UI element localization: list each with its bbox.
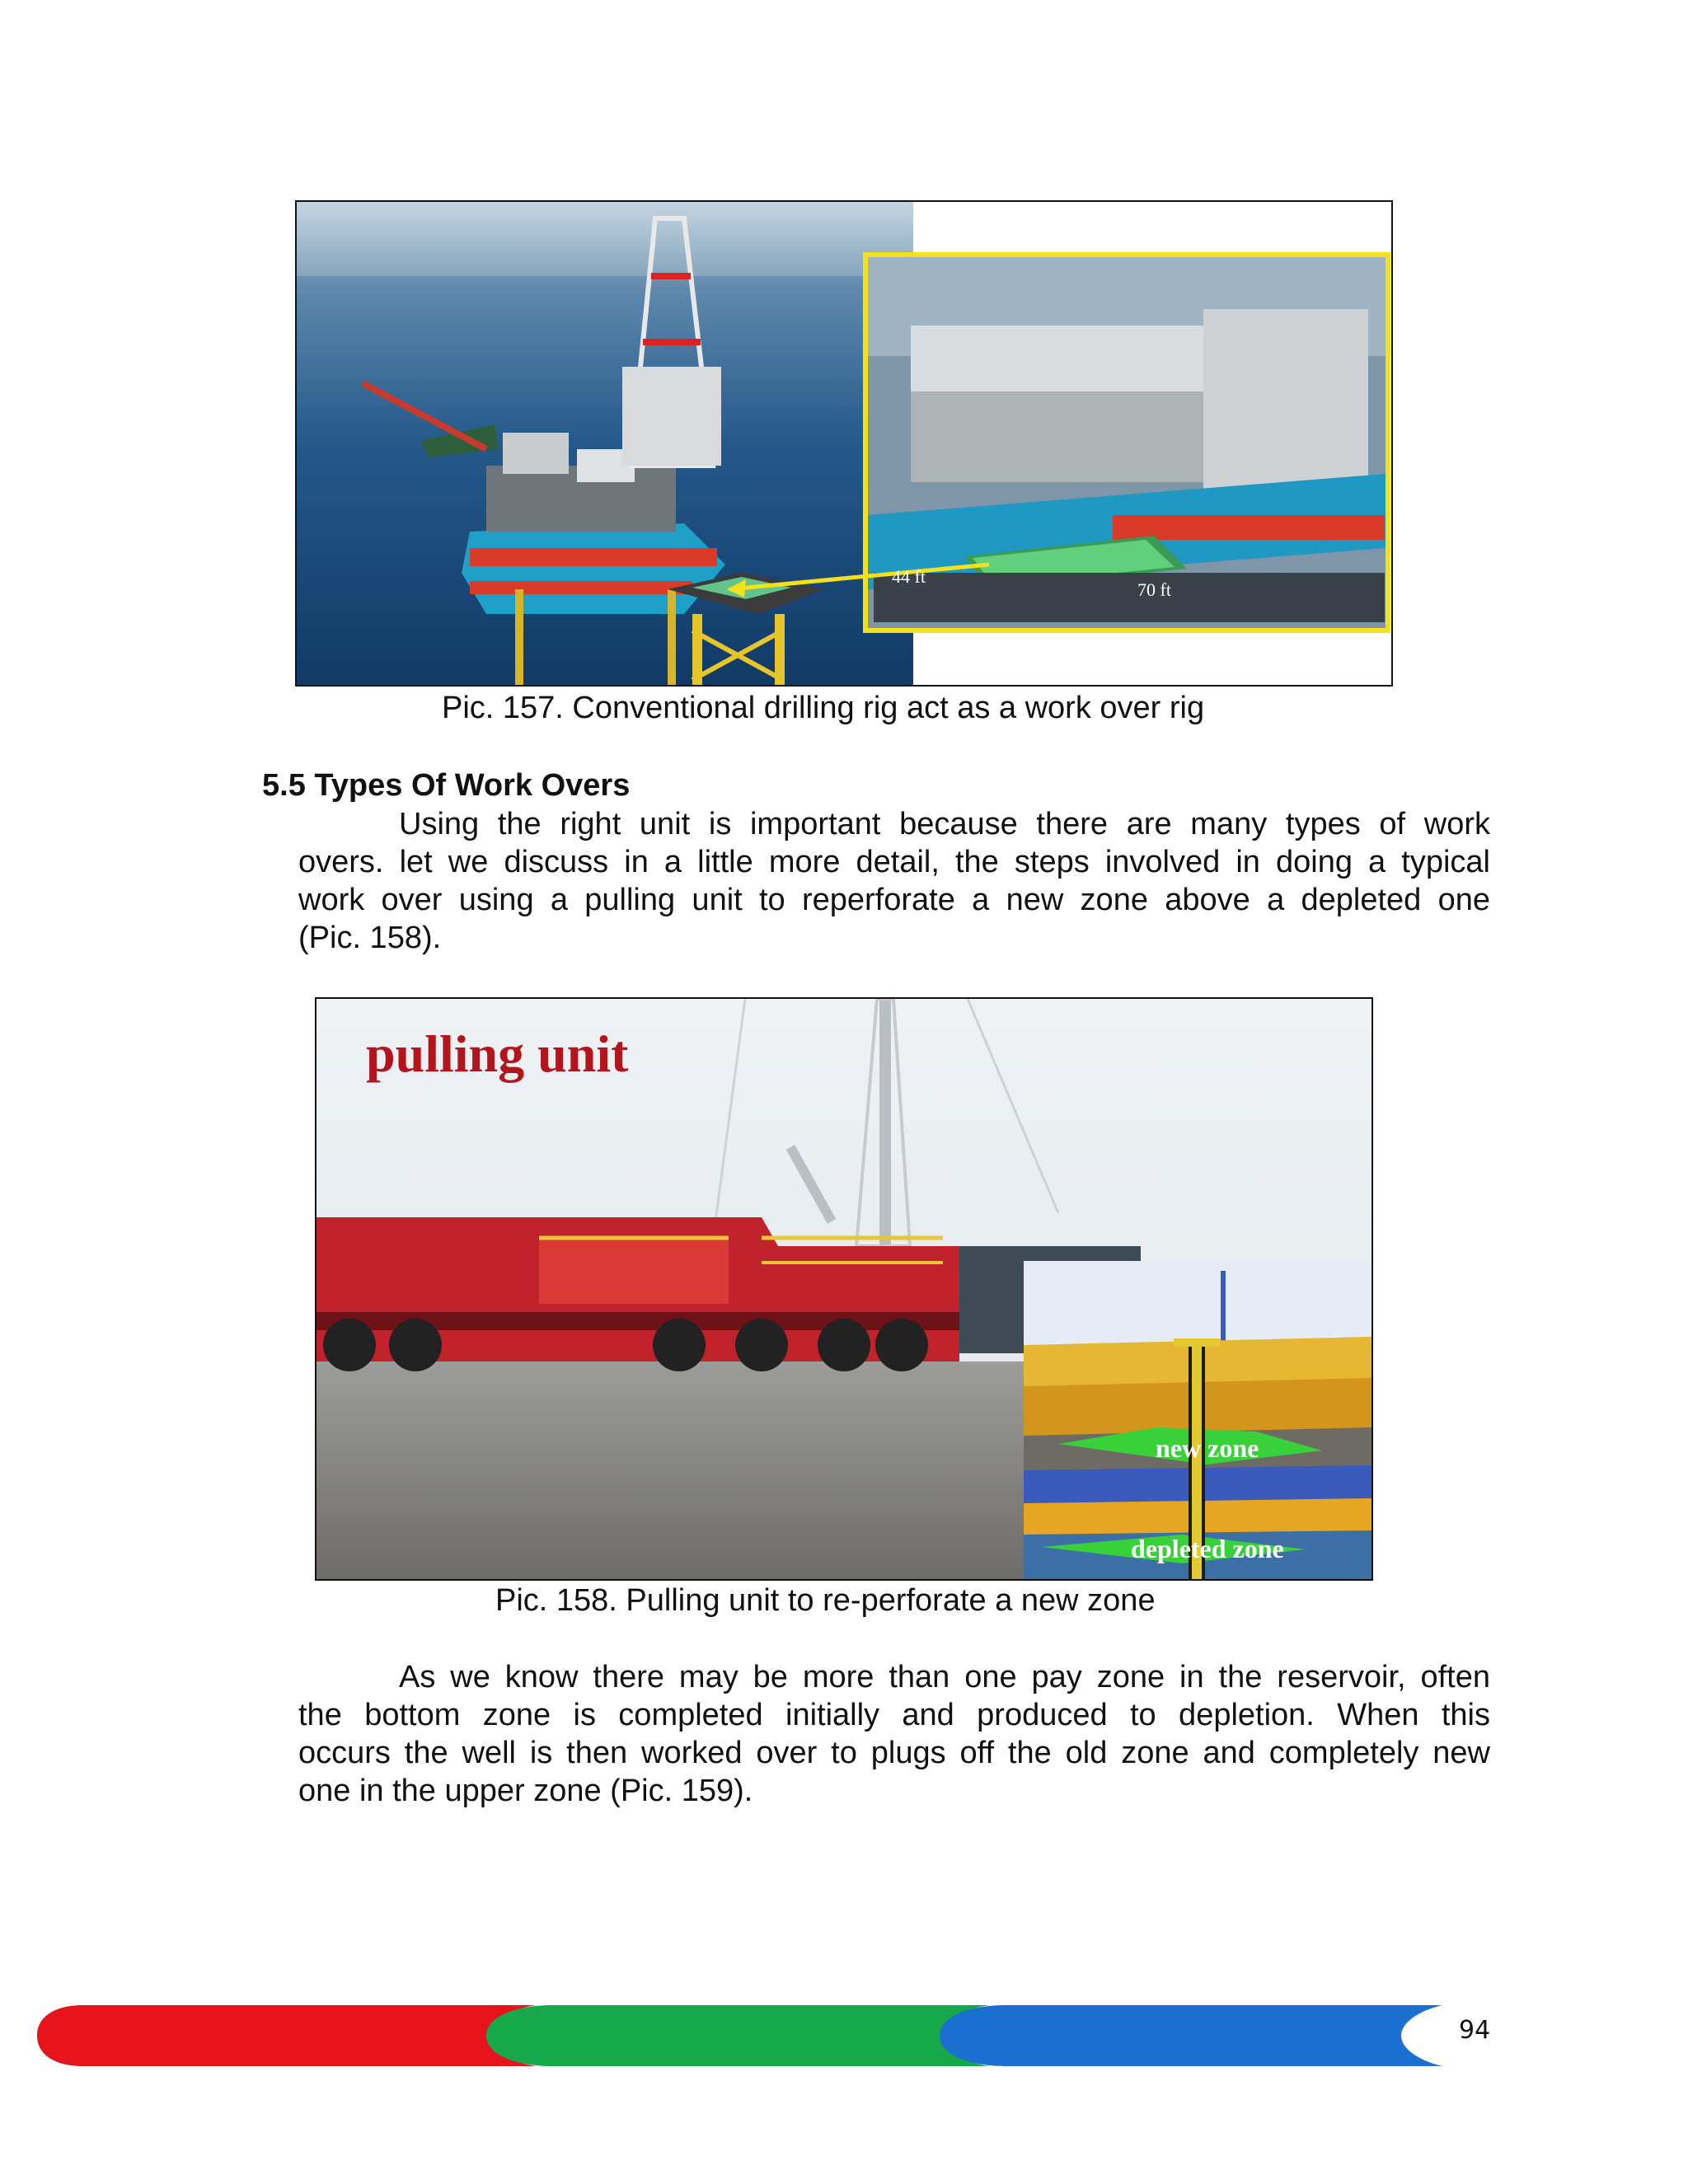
page-number: 94 [1459,2016,1491,2045]
offshore-rig-illustration [297,202,1391,685]
figure-158-image [315,997,1373,1581]
paragraph-2-line: the bottom zone is completed initially and produced to depletion. When this [298,1698,1490,1732]
paragraph-1-line: (Pic. 158). [298,921,442,955]
figure-157-image [295,200,1393,687]
paragraph-1-line: overs. let we discuss in a little more detail, the steps involved in doing a typical [298,845,1490,879]
figure-157-caption: Pic. 157. Conventional drilling rig act as a work over rig [442,691,1205,725]
footer-band-blue [940,2005,1442,2066]
dimension-label-length: 70 ft [1137,579,1171,600]
paragraph-1 [298,805,1490,957]
figure-158-caption: Pic. 158. Pulling unit to re-perforate a new zone [495,1583,1156,1618]
reservoir-cross-section-inset [1024,1261,1372,1579]
footer-color-bands [25,1999,1475,2073]
paragraph-2 [298,1658,1490,1810]
pulling-unit-photo [316,999,1372,1579]
paragraph-2-line: As we know there may be more than one pay zone in the reservoir, often [399,1660,1490,1694]
new-zone-label: new zone [1156,1433,1259,1463]
paragraph-2-line: occurs the well is then worked over to plugs off the old zone and completely new [298,1736,1490,1770]
depleted-zone-label: depleted zone [1131,1534,1284,1563]
footer-band-green [486,2005,989,2066]
paragraph-1-line: Using the right unit is important because there are many types of work [399,807,1490,841]
footer-band-red [37,2005,536,2066]
paragraph-2-line: one in the upper zone (Pic. 159). [298,1774,753,1808]
dimension-label-width: 44 ft [892,566,926,587]
paragraph-1-line: work over using a pulling unit to reperforate a new zone above a depleted one [298,883,1490,917]
section-heading: 5.5 Types Of Work Overs [262,768,631,803]
pulling-unit-title: pulling unit [366,1024,629,1083]
